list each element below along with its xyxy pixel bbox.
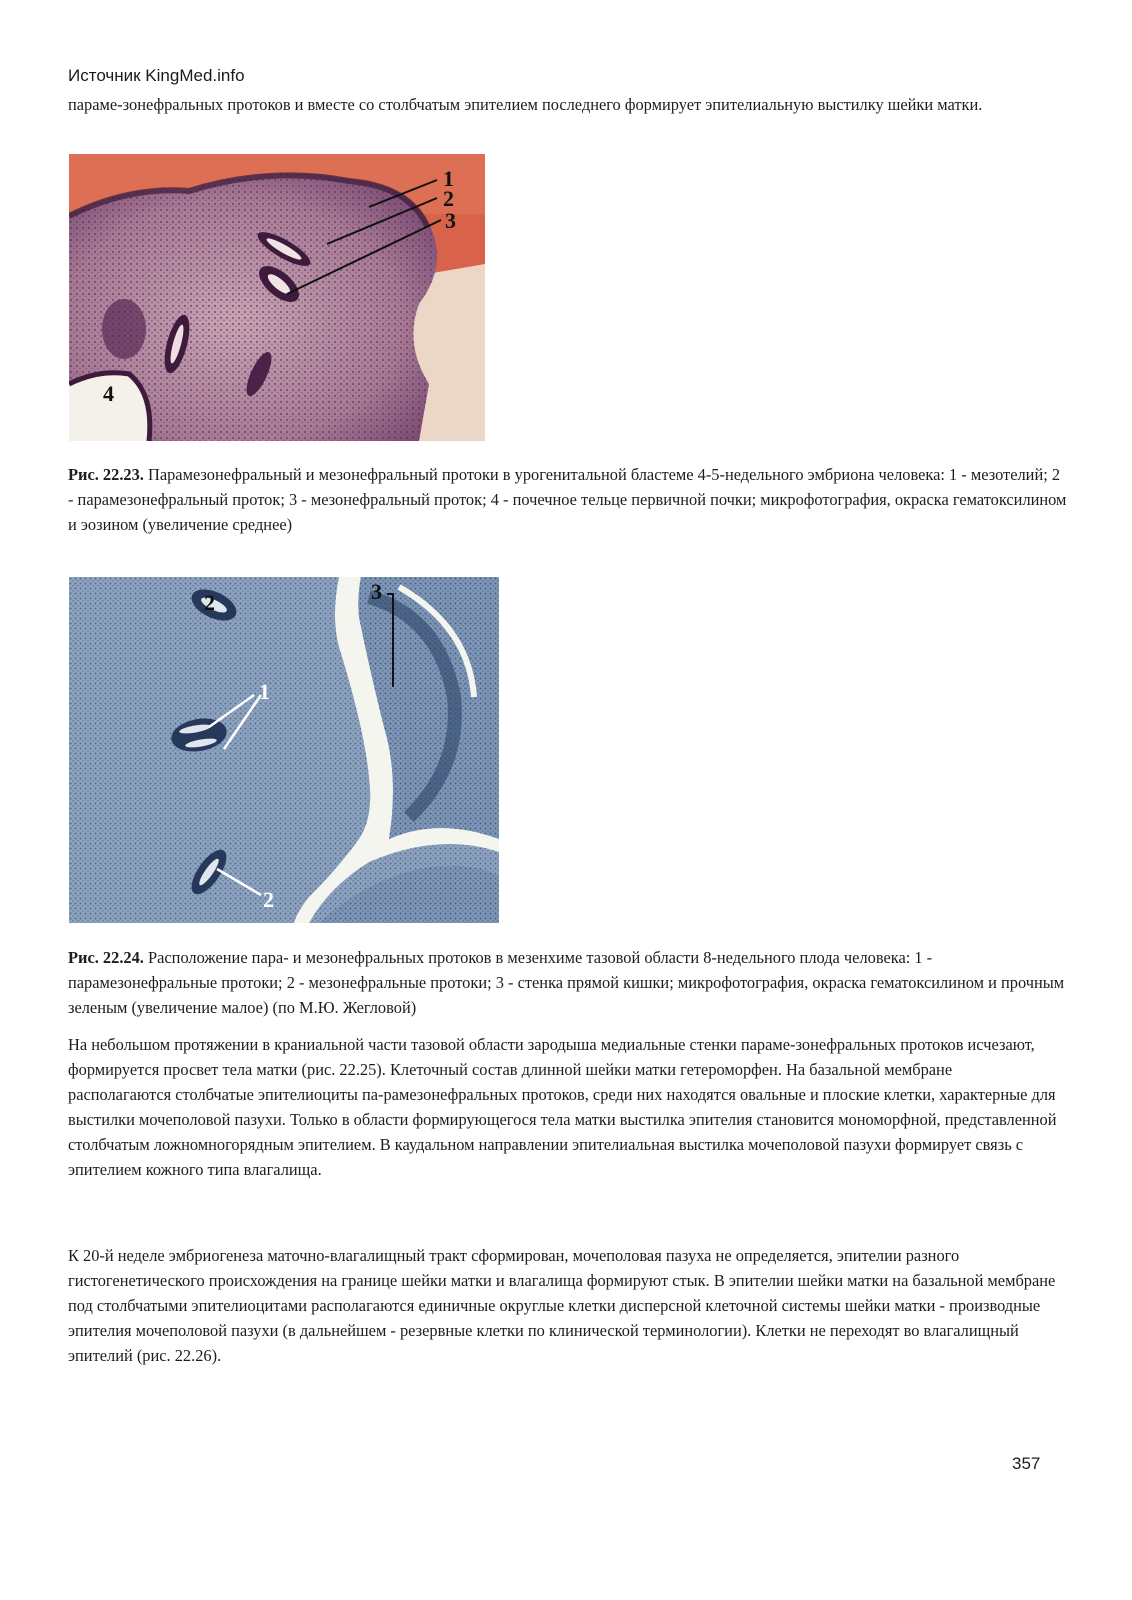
figure-22-24-micrograph [69,577,499,923]
figure1-label-2: 2 [443,186,454,211]
body-paragraph-2: К 20-й неделе эмбриогенеза маточно-влагалищный тракт сформирован, мочеполовая пазуха не определяется, эпителии разного гистогенетического происхождения на границе шейки матки и влагалища формируют стык. В эпителии шейки матки на базальной мембране под столбчатыми эпителиоцитами располагаются единичные округлые клетки дисперсной клеточной системы шейки матки - производные эпителия мочеполовой пазухи (в дальнейшем - резервные клетки по клинической терминологии). Клетки не переходят во влагалищный эпителий (рис. 22.26). [68,1246,1056,1365]
figure-22-24-caption [68,945,1068,1020]
figure1-label-3: 3 [445,208,456,233]
figure-22-23-caption-label: Рис. 22.23. [68,465,144,484]
body-paragraph-1: На небольшом протяжении в краниальной части тазовой области зародыша медиальные стенки параме-зонефральных протоков исчезают, формируется просвет тела матки (рис. 22.25). Клеточный состав длинной шейки матки гетероморфен. На базальной мембране располагаются столбчатые эпителиоциты па-рамезонефральных протоков, среди них находятся овальные и плоские клетки, характерные для выстилки мочеполовой пазухи. Только в области формирующегося тела матки выстилка эпителия становится мономорфной, представленной столбчатым ложномногорядным эпителием. В каудальном направлении эпителиальная выстилка мочеполовой пазухи формирует связь с эпителием кожного типа влагалища. [68,1035,1057,1179]
figure2-label-2-top: 2 [204,590,215,615]
figure-22-23-caption [68,462,1068,537]
figure1-label-1: 1 [443,166,454,191]
figure-22-23-micrograph [69,154,485,441]
figure2-label-2-bottom: 2 [263,887,274,912]
figure-22-23-caption-text: Парамезонефральный и мезонефральный протоки в урогенитальной бластеме 4-5-недельного эмбриона человека: 1 - мезотелий; 2 - парамезонефральный проток; 3 - мезонефральный проток; 4 - почечное тельце первичной почки; микрофотография, окраска гематоксилином и эозином (увеличение среднее) [68,465,1067,534]
figure-22-24-caption-text: Расположение пара- и мезонефральных протоков в мезенхиме тазовой области 8-недельного плода человека: 1 - парамезонефральные протоки; 2 - мезонефральные протоки; 3 - стенка прямой кишки; микрофотография, окраска гематоксилином и прочным зеленым (увеличение малое) (по М.Ю. Жегловой) [68,948,1065,1017]
figure-22-24-caption-label: Рис. 22.24. [68,948,144,967]
figure2-label-1: 1 [259,679,270,704]
source-header: Источник KingMed.info [68,66,245,85]
figure1-label-4: 4 [103,381,114,406]
intro-paragraph: параме-зонефральных протоков и вместе со столбчатым эпителием последнего формирует эпителиальную выстилку шейки матки. [68,95,983,114]
figure2-label-3: 3 [371,579,382,604]
page-number: 357 [1012,1454,1041,1473]
